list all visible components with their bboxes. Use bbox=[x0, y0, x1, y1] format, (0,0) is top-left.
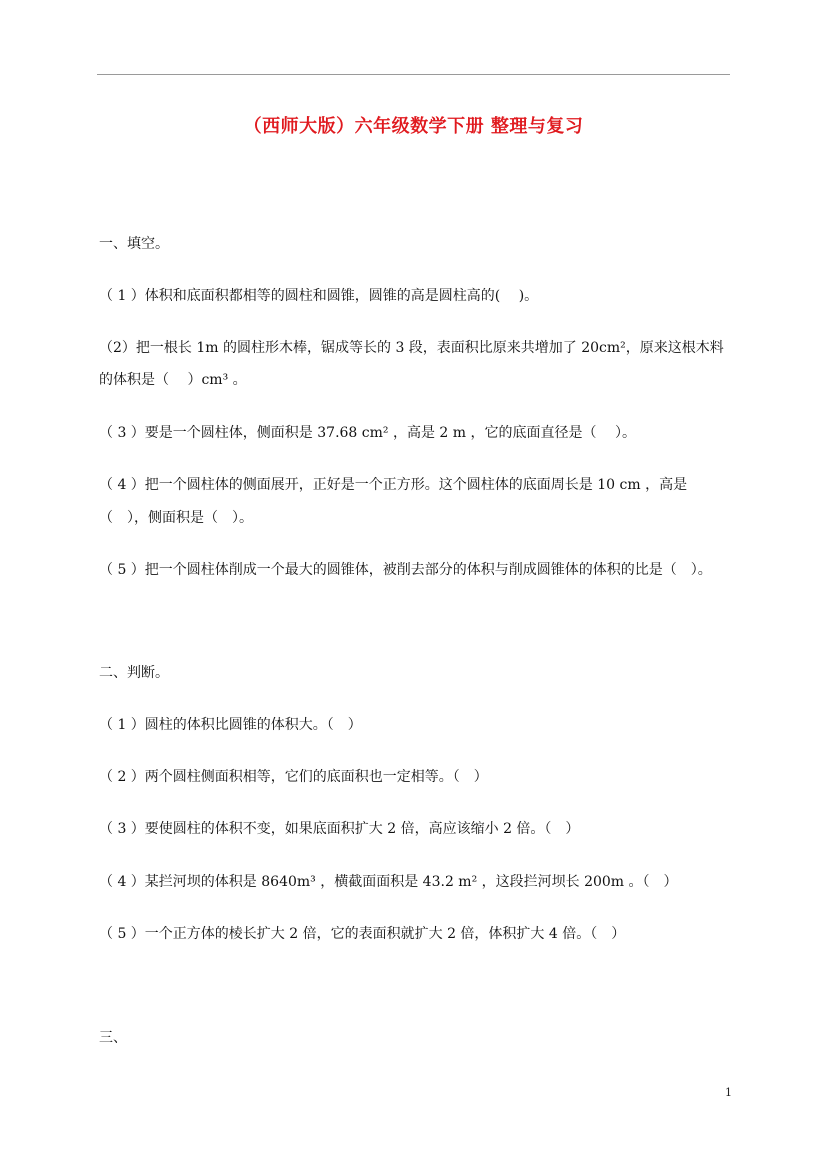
fill-question-2-line-2: 的体积是（ ）cm³ 。 bbox=[99, 372, 247, 388]
fill-question-3: （ 3 ）要是一个圆柱体，侧面积是 37.68 cm² ，高是 2 m ，它的底面直径是（ ）。 bbox=[99, 425, 636, 441]
section-3-heading: 三、 bbox=[99, 1030, 127, 1046]
fill-question-4-line-2: （ ），侧面积是（ ）。 bbox=[99, 510, 253, 526]
judge-question-1: （ 1 ）圆柱的体积比圆锥的体积大。（ ） bbox=[99, 717, 362, 733]
section-2-heading: 二、判断。 bbox=[99, 665, 169, 681]
judge-question-2: （ 2 ）两个圆柱侧面积相等，它们的底面积也一定相等。（ ） bbox=[99, 769, 488, 785]
fill-question-4-line-1: （ 4 ）把一个圆柱体的侧面展开，正好是一个正方形。这个圆柱体的底面周长是 10 cm ，高是 bbox=[99, 477, 688, 493]
header-rule bbox=[97, 74, 730, 75]
judge-question-4: （ 4 ）某拦河坝的体积是 8640m³ ，横截面面积是 43.2 m² ，这段拦河坝长 200m 。（ ） bbox=[99, 874, 678, 890]
section-1-heading: 一、填空。 bbox=[99, 236, 169, 252]
fill-question-2-line-1: （2）把一根长 1m 的圆柱形木棒，锯成等长的 3 段，表面积比原来共增加了 20cm²，原来这根木料 bbox=[99, 340, 724, 356]
document-title: （西师大版）六年级数学下册 整理与复习 bbox=[243, 116, 584, 137]
judge-question-3: （ 3 ）要使圆柱的体积不变，如果底面积扩大 2 倍，高应该缩小 2 倍。（ ） bbox=[99, 821, 580, 837]
fill-question-1: （ 1 ）体积和底面积都相等的圆柱和圆锥，圆锥的高是圆柱高的( )。 bbox=[99, 288, 539, 304]
page-number: 1 bbox=[725, 1086, 732, 1099]
fill-question-5: （ 5 ）把一个圆柱体削成一个最大的圆锥体，被削去部分的体积与削成圆锥体的体积的比是（ ）。 bbox=[99, 562, 712, 578]
judge-question-5: （ 5 ）一个正方体的棱长扩大 2 倍，它的表面积就扩大 2 倍，体积扩大 4 倍。（ ） bbox=[99, 926, 626, 942]
